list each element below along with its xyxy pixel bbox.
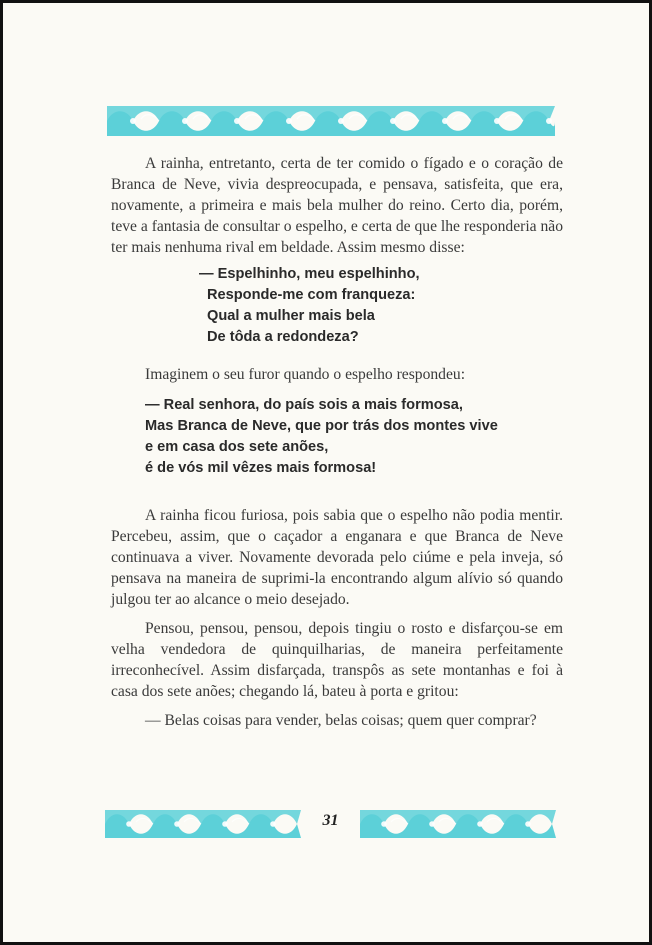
verse-line: e em casa dos sete anões, — [145, 439, 329, 455]
mirror-question-verse — [199, 264, 563, 348]
verse-line: De tôda a redondeza? — [207, 329, 359, 345]
verse-line: Mas Branca de Neve, que por trás dos montes vive — [145, 418, 498, 434]
bottom-ornament-right — [358, 808, 558, 840]
top-ornament — [103, 104, 558, 138]
page-number: 31 — [322, 812, 339, 829]
bottom-ornament-left — [103, 808, 303, 840]
verse-line: Responde-me com franqueza: — [207, 287, 416, 303]
page-text — [111, 153, 563, 731]
verse-line: — Real senhora, do país sois a mais formosa, — [145, 397, 463, 413]
floral-border-left — [103, 808, 303, 840]
verse-line: Qual a mulher mais bela — [207, 308, 375, 324]
paragraph: Imaginem o seu furor quando o espelho respondeu: — [145, 366, 466, 383]
verse-line: é de vós mil vêzes mais formosa! — [145, 460, 377, 476]
footer — [103, 806, 559, 842]
verse-line: — Espelhinho, meu espelhinho, — [199, 266, 420, 282]
floral-border-right — [358, 808, 558, 840]
paragraph: Pensou, pensou, pensou, depois tingiu o rosto e disfarçou-se em velha vendedora de quinquilharias, de maneira perfeitamente irreconhecível. Assim disfarçada, transpôs as sete montanhas e foi à casa dos sete anões; chegando lá, bateu à porta e gritou: — [111, 620, 563, 700]
paragraph: A rainha, entretanto, certa de ter comido o fígado e o coração de Branca de Neve, vivia despreocupada, e pensava, satisfeita, que era, novamente, a primeira e mais bela mulher do reino. Certo dia, porém, teve a fantasia de consultar o espelho, e certa de que lhe responderia não ter mais nenhuma rival em beldade. Assim mesmo disse: — [111, 155, 564, 256]
floral-border-top — [103, 104, 558, 138]
paragraph: — Belas coisas para vender, belas coisas; quem quer comprar? — [145, 712, 537, 729]
mirror-answer-verse — [145, 395, 563, 479]
paragraph: A rainha ficou furiosa, pois sabia que o espelho não podia mentir. Percebeu, assim, que o caçador a enganara e que Branca de Neve continuava a viver. Novamente devorada pelo ciúme e pela inveja, só pensava na maneira de suprimi-la encontrando algum alívio só quando julgou ter ao alcance o meio desejado. — [111, 507, 563, 608]
